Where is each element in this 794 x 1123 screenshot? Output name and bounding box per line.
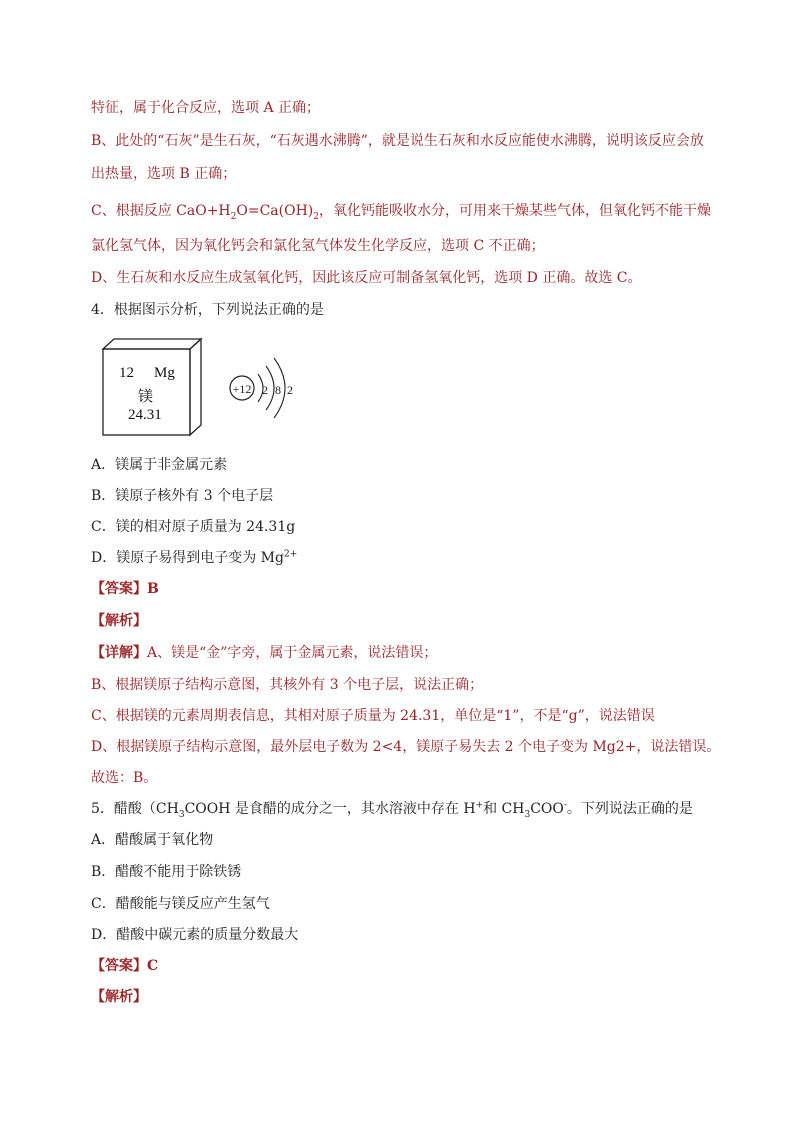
- option-a: A．醋酸属于氧化物: [91, 832, 214, 848]
- atomic-mass: 24.31: [128, 407, 162, 423]
- text-line: 特征，属于化合反应，选项 A 正确；: [91, 100, 321, 116]
- option-d: D．镁原子易得到电子变为 $Mg^{2+}$: [91, 549, 298, 566]
- question-5: 5．醋酸（$CH_3COOH$ 是食醋的成分之一，其水溶液中存在 H+和 $CH_3COO^-$。下列说法正确的是: [91, 800, 693, 820]
- detail-line: B、根据镁原子结构示意图，其核外有 3 个电子层，说法正确；: [91, 677, 484, 693]
- option-c: C．醋酸能与镁反应产生氢气: [91, 896, 270, 912]
- option-b: B．镁原子核外有 3 个电子层: [91, 488, 274, 504]
- detail-line: 【详解】A、镁是“金”字旁，属于金属元素，说法错误；: [91, 645, 438, 661]
- text-line: 出热量，选项 B 正确；: [91, 166, 237, 182]
- detail-line: D、根据镁原子结构示意图，最外层电子数为 2<4，镁原子易失去 2 个电子变为 Mg2+，说法错误。: [91, 739, 721, 755]
- element-card: [100, 337, 204, 437]
- option-d: D．醋酸中碳元素的质量分数最大: [91, 927, 299, 943]
- atom-shells: [228, 352, 308, 424]
- analysis-label: 【解析】: [91, 989, 147, 1005]
- shell-electrons: 2: [262, 383, 268, 397]
- text-line: 氯化氢气体，因为氧化钙会和氯化氢气体发生化学反应，选项 C 不正确；: [91, 238, 545, 254]
- shell-electrons: 8: [275, 383, 281, 397]
- atomic-number: 12: [119, 365, 134, 381]
- option-a: A．镁属于非金属元素: [91, 457, 228, 473]
- question-4: 4．根据图示分析，下列说法正确的是: [91, 302, 324, 318]
- element-name: 镁: [138, 389, 154, 405]
- conclusion-line: 故选：B。: [91, 770, 158, 786]
- text-line: D、生石灰和水反应生成氢氧化钙，因此该反应可制备氢氧化钙，选项 D 正确。故选 C。: [91, 270, 642, 286]
- option-c: C．镁的相对原子质量为 24.31g: [91, 519, 296, 535]
- option-b: B．醋酸不能用于除铁锈: [91, 864, 242, 880]
- answer-label: 【答案】B: [91, 581, 159, 597]
- element-symbol: Mg: [154, 365, 175, 381]
- text-line: B、此处的“石灰”是生石灰，“石灰遇水沸腾”，就是说生石灰和水反应能使水沸腾，说明该反应会放: [91, 133, 704, 149]
- analysis-label: 【解析】: [91, 613, 147, 629]
- shell-electrons: 2: [287, 383, 293, 397]
- detail-line: C、根据镁的元素周期表信息，其相对原子质量为 24.31，单位是“1”，不是“g”，说法错误: [91, 708, 655, 724]
- atom-structure-diagram: [228, 352, 308, 424]
- text-line: C、根据反应 $CaO+H_2O=Ca(OH)_2$，氧化钙能吸收水分，可用来干燥某些气体，但氧化钙不能干燥: [91, 203, 711, 222]
- answer-label: 【答案】C: [91, 958, 159, 974]
- nucleus-charge: +12: [232, 382, 252, 396]
